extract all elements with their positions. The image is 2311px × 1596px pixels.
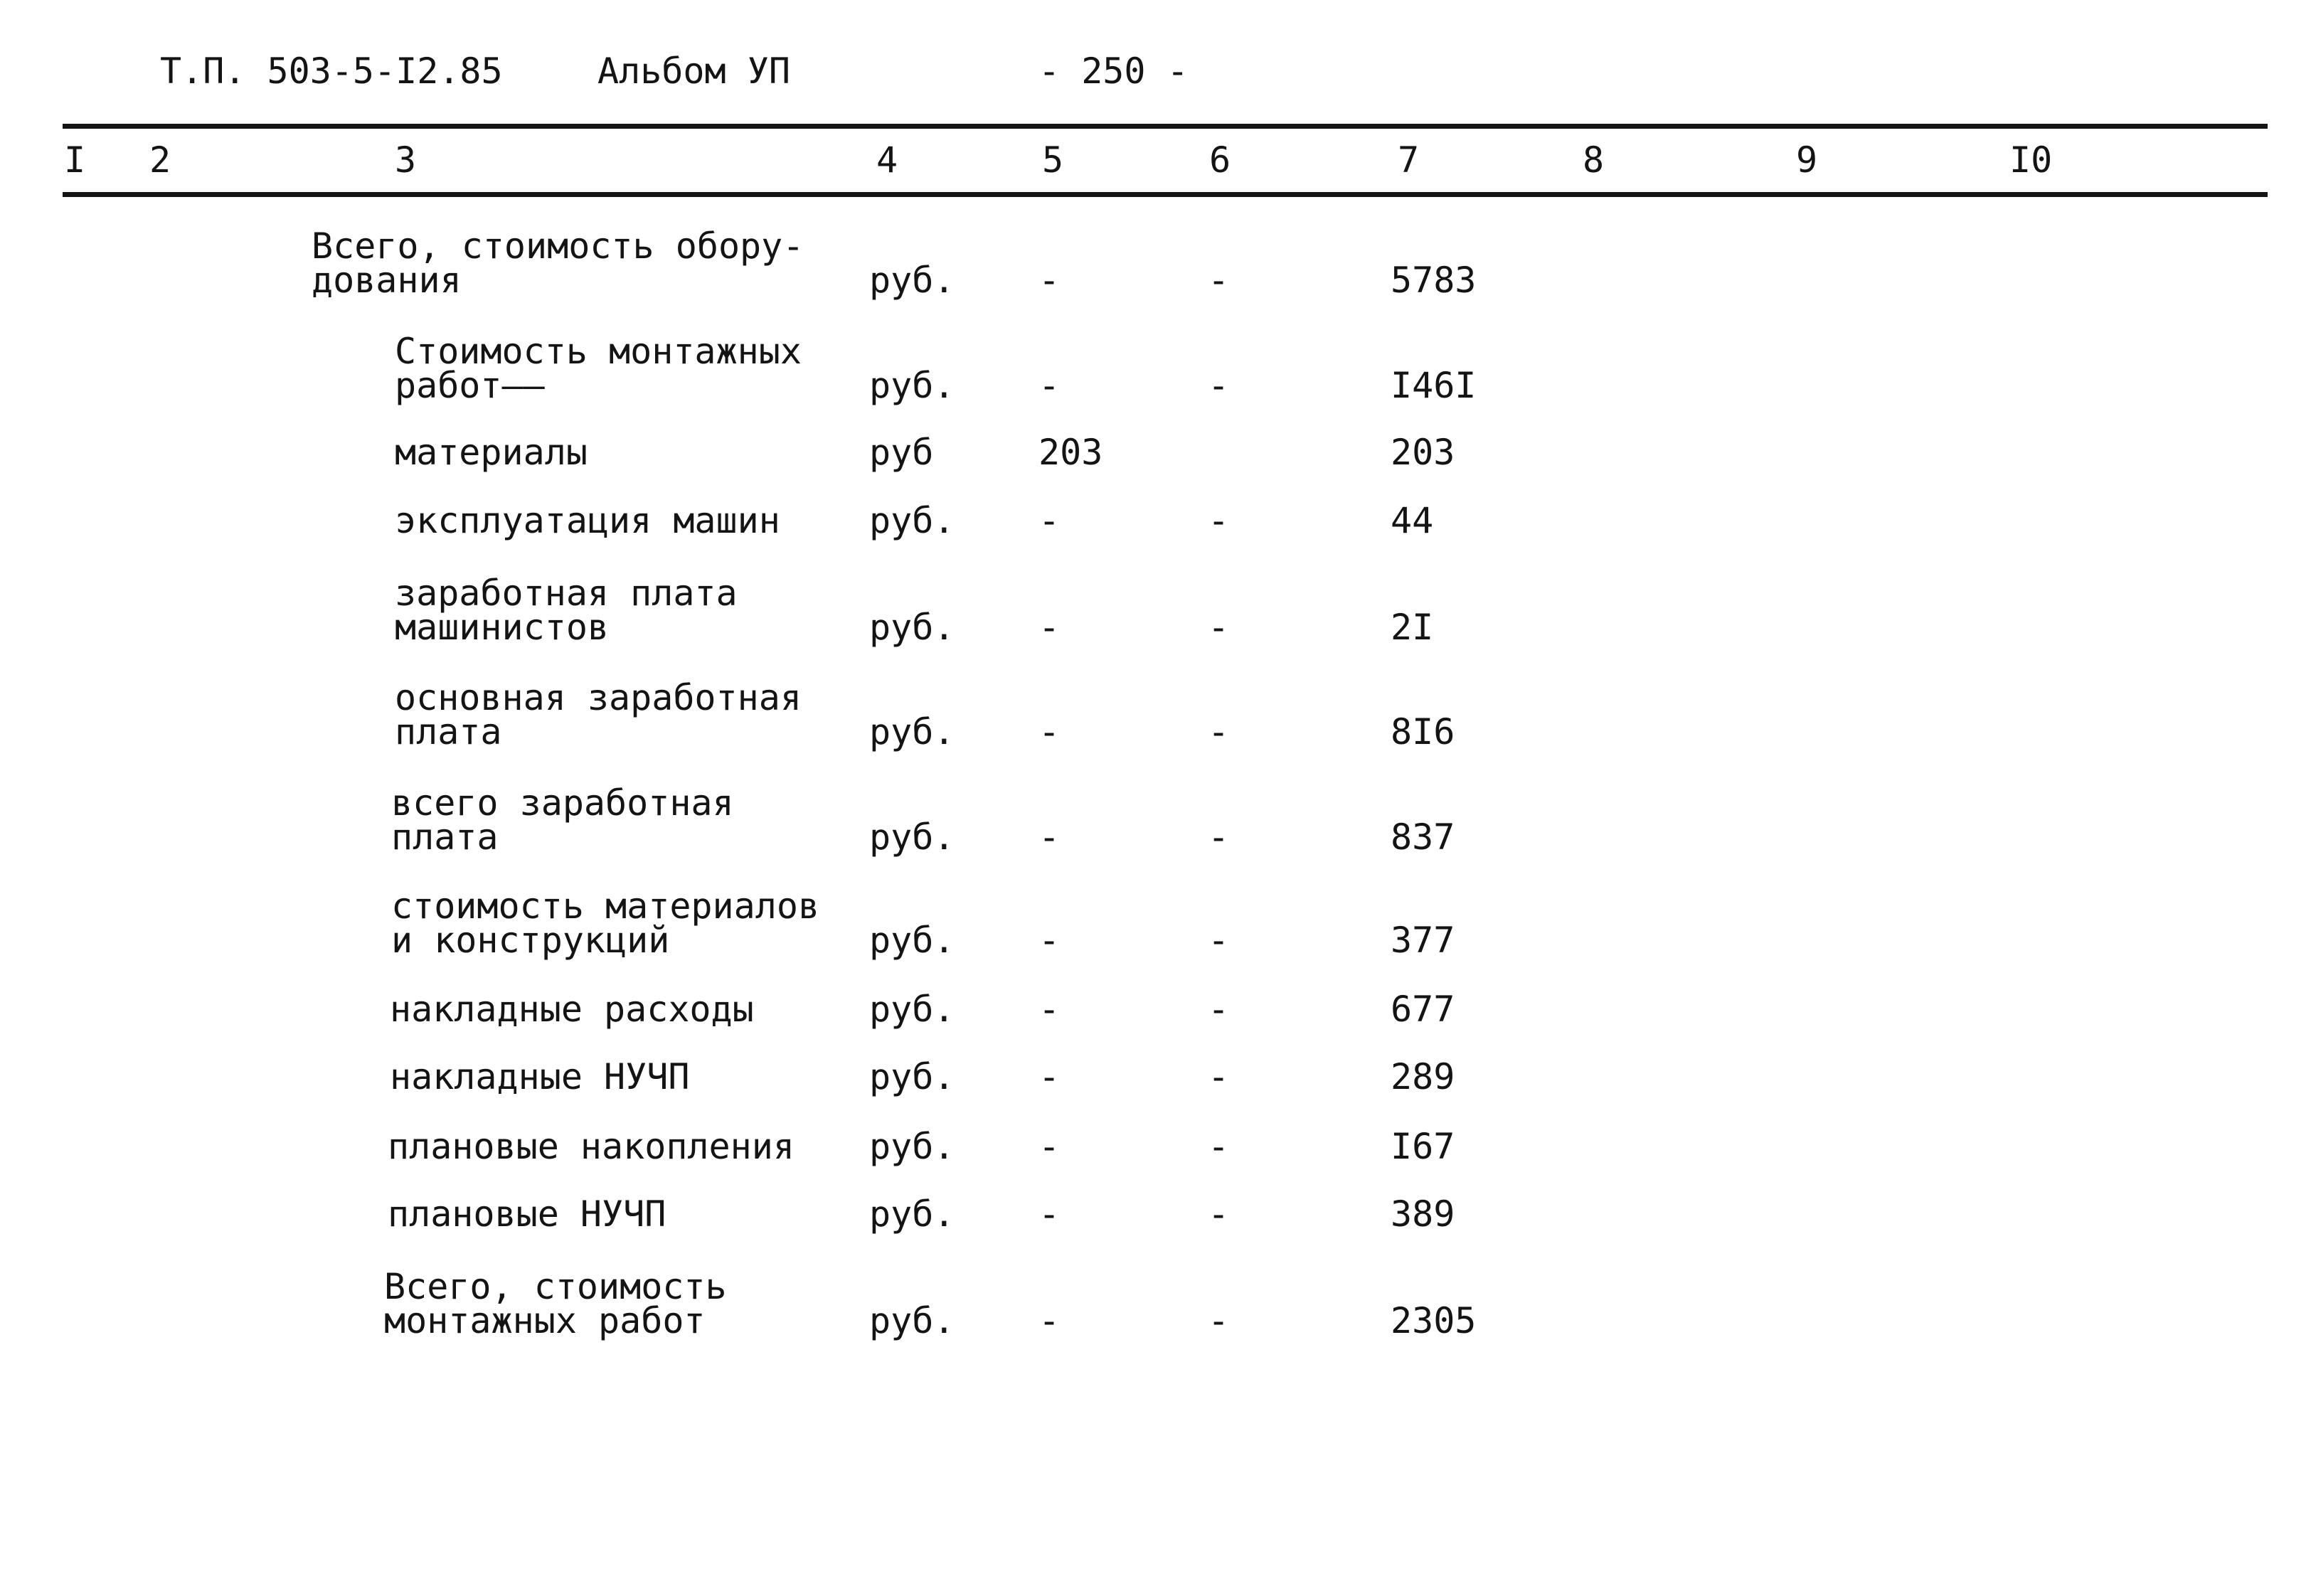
col7-cell: I46I (1391, 365, 1477, 406)
col5-cell: 203 (1038, 432, 1103, 473)
row-name-line: основная заработная (395, 677, 802, 718)
col6-cell: - (1208, 365, 1230, 406)
col7-cell: 2305 (1391, 1300, 1477, 1341)
row-name-line: заработная плата (395, 573, 738, 614)
unit-cell: руб. (869, 816, 955, 858)
page-number: - 250 - (1038, 50, 1189, 92)
col7-cell: 8I6 (1391, 711, 1455, 752)
column-header-6: 6 (1209, 139, 1231, 181)
row-name (312, 225, 804, 301)
header-rule (63, 192, 2268, 197)
col5-cell: - (1038, 365, 1061, 406)
column-header-2: 2 (149, 139, 171, 181)
row-name (391, 885, 820, 961)
row-name (395, 432, 588, 473)
row-name (390, 989, 754, 1030)
unit-cell: руб. (869, 711, 955, 752)
row-name-line: материалы (395, 432, 588, 473)
column-header-1: I (64, 139, 86, 181)
unit-cell: руб. (869, 500, 955, 541)
column-header-4: 4 (876, 139, 898, 181)
col6-cell: - (1208, 607, 1230, 648)
column-header-10: I0 (2009, 139, 2053, 181)
col5-cell: - (1038, 1126, 1061, 1167)
col6-cell: - (1208, 920, 1230, 961)
col7-cell: 837 (1391, 816, 1455, 858)
col7-cell: 677 (1391, 989, 1455, 1030)
unit-cell: руб. (869, 365, 955, 406)
row-name-line: накладные НУЧП (390, 1056, 690, 1097)
row-name-line: эксплуатация машин (395, 500, 780, 541)
col5-cell: - (1038, 1300, 1061, 1341)
col6-cell: - (1208, 1056, 1230, 1097)
row-name (395, 677, 802, 752)
col7-cell: 389 (1391, 1193, 1455, 1235)
row-name-line: плата (391, 816, 499, 858)
row-name-line: Стоимость монтажных (395, 331, 802, 372)
col6-cell: - (1208, 1193, 1230, 1235)
column-header-8: 8 (1583, 139, 1605, 181)
col5-cell: - (1038, 711, 1061, 752)
row-name-line: Всего, стоимость обору- (312, 225, 804, 267)
col7-cell: 289 (1391, 1056, 1455, 1097)
document-code: Т.П. 503-5-I2.85 (160, 50, 503, 92)
col7-cell: 377 (1391, 920, 1455, 961)
unit-cell: руб. (869, 1126, 955, 1167)
row-name (395, 331, 802, 406)
col6-cell: - (1208, 1126, 1230, 1167)
column-header-7: 7 (1398, 139, 1420, 181)
col7-cell: 2I (1391, 607, 1434, 648)
row-name-line: работ—— (395, 365, 545, 406)
col6-cell: - (1208, 260, 1230, 301)
unit-cell: руб. (869, 920, 955, 961)
col6-cell: - (1208, 500, 1230, 541)
col7-cell: I67 (1391, 1126, 1455, 1167)
unit-cell: руб. (869, 989, 955, 1030)
unit-cell: руб. (869, 1056, 955, 1097)
row-name-line: Всего, стоимость (384, 1266, 727, 1307)
row-name (390, 1056, 690, 1097)
row-name-line: стоимость материалов (391, 885, 820, 927)
top-rule (63, 124, 2268, 129)
row-name-line: всего заработная (391, 782, 734, 824)
row-name-line: плановые накопления (388, 1126, 795, 1167)
row-name-line: плата (395, 711, 502, 752)
col5-cell: - (1038, 500, 1061, 541)
row-name (384, 1266, 727, 1341)
row-name (391, 782, 734, 858)
row-name-line: машинистов (395, 607, 610, 648)
row-name (395, 500, 780, 541)
unit-cell: руб. (869, 607, 955, 648)
col6-cell: - (1208, 711, 1230, 752)
col7-cell: 5783 (1391, 260, 1477, 301)
col5-cell: - (1038, 989, 1061, 1030)
col7-cell: 203 (1391, 432, 1455, 473)
document-header (0, 0, 2311, 107)
column-header-9: 9 (1796, 139, 1818, 181)
row-name-line: монтажных работ (384, 1300, 706, 1341)
col5-cell: - (1038, 260, 1061, 301)
unit-cell: руб. (869, 1193, 955, 1235)
col5-cell: - (1038, 1193, 1061, 1235)
row-name (395, 573, 738, 648)
col5-cell: - (1038, 920, 1061, 961)
row-name (388, 1126, 795, 1167)
col7-cell: 44 (1391, 500, 1434, 541)
col6-cell: - (1208, 816, 1230, 858)
unit-cell: руб (869, 432, 934, 473)
row-name-line: плановые НУЧП (388, 1193, 666, 1235)
column-header-3: 3 (395, 139, 417, 181)
col5-cell: - (1038, 816, 1061, 858)
row-name-line: накладные расходы (390, 989, 754, 1030)
column-header-5: 5 (1042, 139, 1064, 181)
row-name-line: дования (312, 260, 462, 301)
col5-cell: - (1038, 1056, 1061, 1097)
unit-cell: руб. (869, 260, 955, 301)
album-label: Альбом УП (597, 50, 790, 92)
col6-cell: - (1208, 1300, 1230, 1341)
row-name (388, 1193, 666, 1235)
unit-cell: руб. (869, 1300, 955, 1341)
col5-cell: - (1038, 607, 1061, 648)
row-name-line: и конструкций (391, 920, 670, 961)
col6-cell: - (1208, 989, 1230, 1030)
